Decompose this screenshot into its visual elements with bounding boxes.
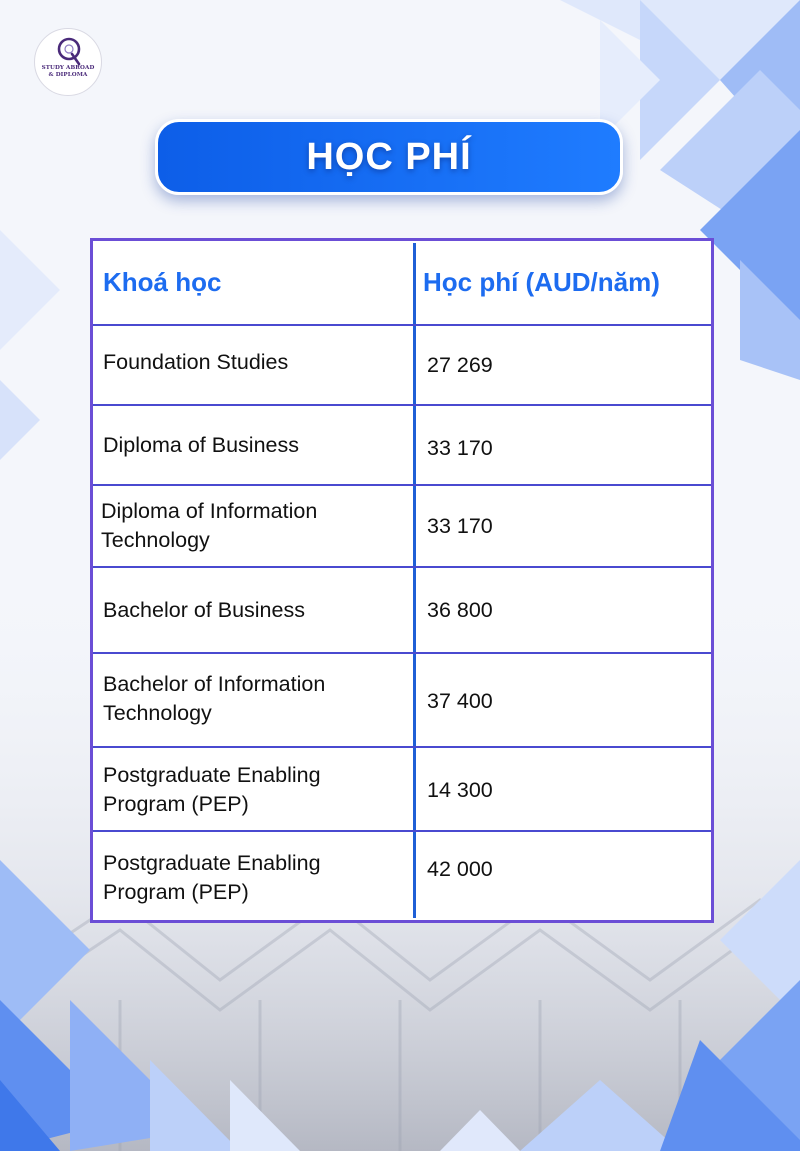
course-name: Diploma of Information Technology xyxy=(101,499,318,552)
page-title: HỌC PHÍ xyxy=(306,135,472,178)
course-name: Diploma of Business xyxy=(103,432,299,457)
brand-name-line2: & DIPLOMA xyxy=(48,72,88,78)
brand-logo xyxy=(34,28,102,96)
logo-q-mark-icon xyxy=(53,35,85,67)
course-name: Bachelor of Business xyxy=(103,597,305,622)
course-name: Foundation Studies xyxy=(103,349,289,374)
title-banner xyxy=(155,119,623,195)
brand-name-line1: STUDY ABROAD xyxy=(41,65,95,71)
course-fee: 33 170 xyxy=(427,513,493,538)
course-fee: 37 400 xyxy=(427,688,493,713)
brand-name xyxy=(35,65,101,79)
tuition-fee-table xyxy=(90,238,714,923)
column-divider xyxy=(413,243,416,918)
course-fee: 33 170 xyxy=(427,435,493,460)
course-name: Postgraduate Enabling Program (PEP) xyxy=(103,851,321,904)
course-name: Bachelor of Information Technology xyxy=(103,672,326,725)
course-name: Postgraduate Enabling Program (PEP) xyxy=(103,763,321,816)
course-fee: 14 300 xyxy=(427,777,493,802)
course-fee: 42 000 xyxy=(427,856,493,881)
header-course: Khoá học xyxy=(103,267,222,297)
header-fee: Học phí (AUD/năm) xyxy=(423,267,660,297)
course-fee: 27 269 xyxy=(427,352,493,377)
course-fee: 36 800 xyxy=(427,597,493,622)
